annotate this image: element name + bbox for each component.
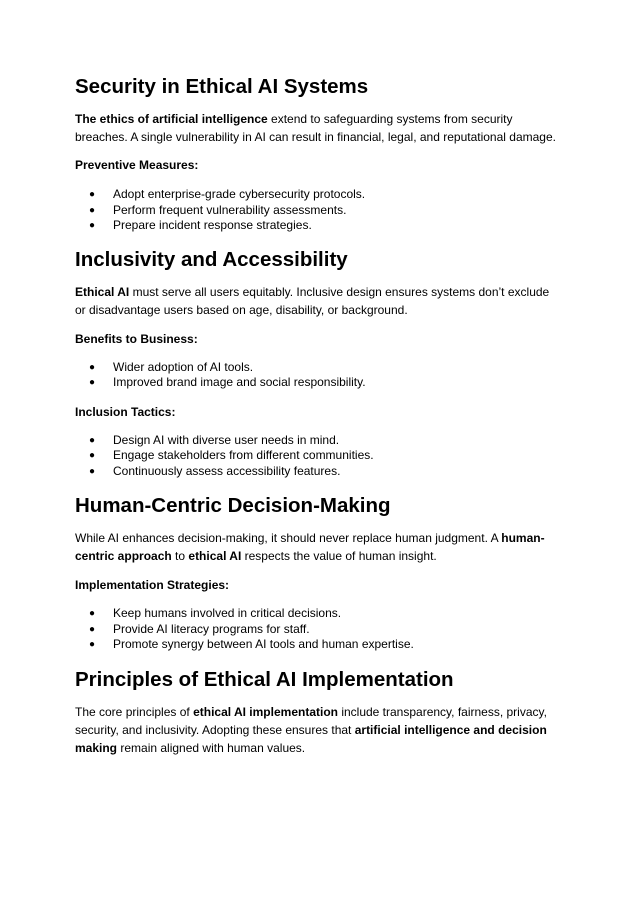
bullet-icon: ● xyxy=(89,361,96,373)
section-intro-human-centric: While AI enhances decision-making, it should never replace human judgment. A human-centric approach to ethical AI respects the value of human insight. xyxy=(75,531,545,563)
section-heading-human-centric: Human-Centric Decision-Making xyxy=(75,494,391,517)
list-item: ● Prepare incident response strategies. xyxy=(89,218,312,232)
bold-phrase: The ethics of artificial intelligence xyxy=(75,112,268,126)
list-label-implementation-strategies: Implementation Strategies: xyxy=(75,578,230,592)
section-intro-security xyxy=(75,110,563,146)
section-heading-principles: Principles of Ethical AI Implementation xyxy=(75,667,454,691)
list-item: ● Continuously assess accessibility features. xyxy=(89,463,341,478)
section-heading-inclusivity: Inclusivity and Accessibility xyxy=(75,247,348,271)
bold-phrase: human-centric approach xyxy=(75,531,545,563)
bold-phrase: ethical AI implementation xyxy=(193,704,338,719)
intro-text: must serve all users equitably. Inclusive design ensures systems don’t exclude or disadvantage users based on age, disability, or background. xyxy=(75,284,550,317)
list-item: ● Promote synergy between AI tools and human expertise. xyxy=(89,637,414,651)
list-item: ● Wider adoption of AI tools. xyxy=(89,359,254,374)
bullet-icon: ● xyxy=(89,639,96,650)
list-item: ● Design AI with diverse user needs in mind. xyxy=(89,432,340,447)
bullet-list-preventive-measures xyxy=(75,187,563,234)
list-item: ● Provide AI literacy programs for staff. xyxy=(89,621,310,636)
bullet-icon: ● xyxy=(89,204,96,216)
bullet-icon: ● xyxy=(89,189,96,200)
bold-phrase: Ethical AI xyxy=(75,284,130,299)
list-label-preventive-measures: Preventive Measures: xyxy=(75,158,199,172)
bullet-list-implementation-strategies xyxy=(75,606,563,653)
bold-phrase: artificial intelligence and decision making xyxy=(75,722,547,755)
bullet-icon: ● xyxy=(89,220,96,231)
list-item: ● Engage stakeholders from different communities. xyxy=(89,448,374,462)
bullet-icon: ● xyxy=(89,623,96,635)
bullet-icon: ● xyxy=(89,450,96,461)
section-heading-security: Security in Ethical AI Systems xyxy=(75,75,369,98)
section-intro-inclusivity xyxy=(75,283,563,319)
list-item: ● Adopt enterprise-grade cybersecurity protocols. xyxy=(89,187,366,201)
bullet-list-benefits xyxy=(75,360,563,391)
list-item: ● Keep humans involved in critical decisions. xyxy=(89,606,342,620)
bullet-icon: ● xyxy=(89,465,96,477)
document-page xyxy=(0,75,638,901)
bold-phrase: ethical AI xyxy=(188,549,242,563)
section-intro-principles: The core principles of ethical AI implementation include transparency, fairness, privacy, security, and inclusivity. Adopting these ensures that artificial intelligence and decision making remain aligned with human values. xyxy=(75,704,547,755)
list-item: ● Perform frequent vulnerability assessments. xyxy=(89,202,347,217)
bullet-icon: ● xyxy=(89,608,96,619)
intro-text: extend to safeguarding systems from security breaches. A single vulnerability in AI can result in financial, legal, and reputational damage. xyxy=(75,112,556,144)
list-label-inclusion-tactics: Inclusion Tactics: xyxy=(75,404,176,419)
list-label-benefits: Benefits to Business: xyxy=(75,331,198,346)
list-item: ● Improved brand image and social responsibility. xyxy=(89,375,366,389)
bullet-icon: ● xyxy=(89,434,96,446)
bullet-icon: ● xyxy=(89,377,96,388)
bullet-list-inclusion-tactics xyxy=(75,433,563,480)
